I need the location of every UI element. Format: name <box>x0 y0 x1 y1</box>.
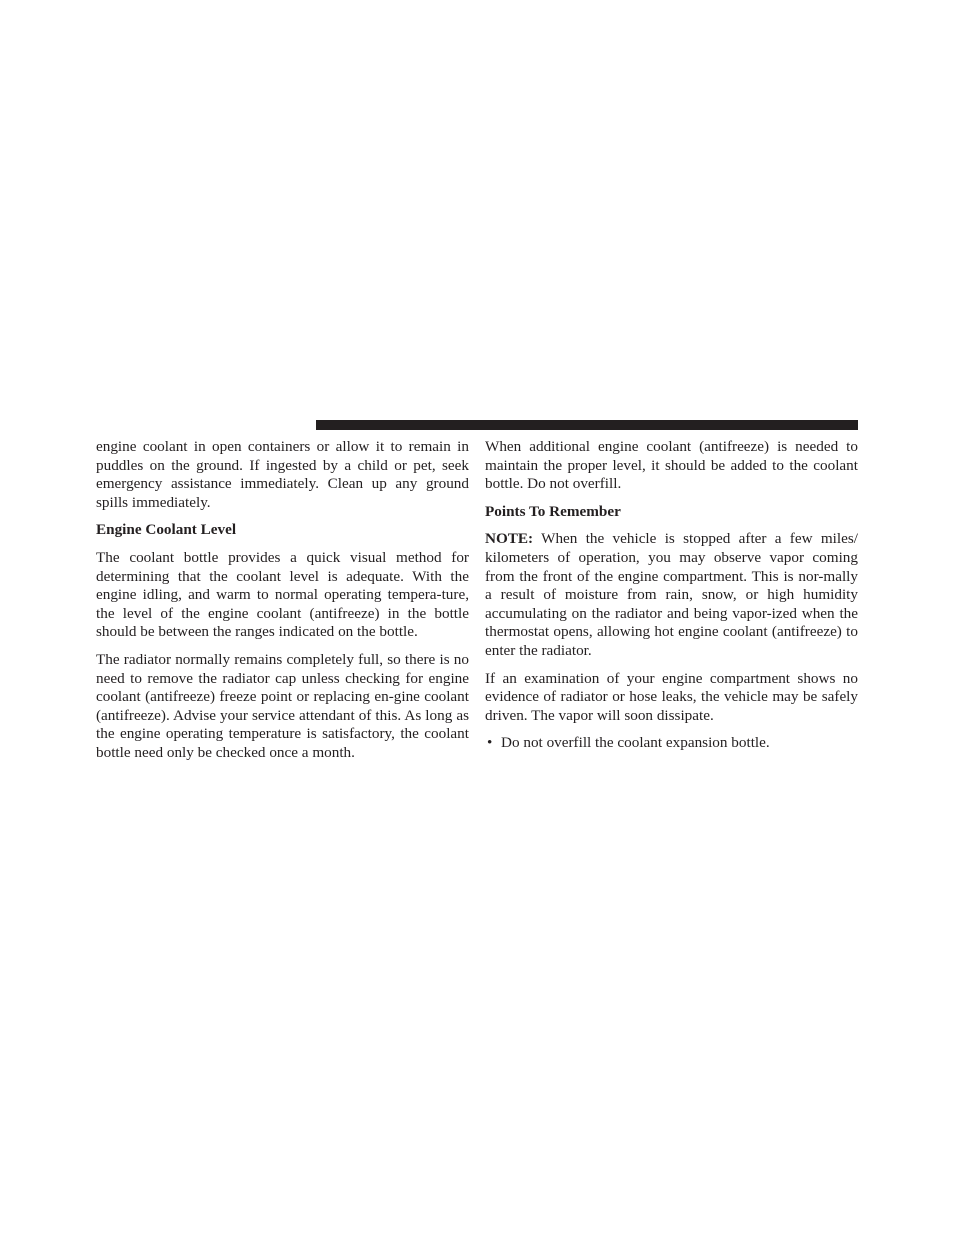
note-text: When the vehicle is stopped after a few miles/ kilometers of operation, you may observe vapor coming from the front of the engine compartment. This is nor-mally a result of moisture from rain, snow, or high humidity accumulating on the radiator and being vapor-ized when the thermostat opens, allowing hot engine coolant (antifreeze) to enter the radiator. <box>485 530 858 659</box>
engine-coolant-level-heading: Engine Coolant Level <box>96 521 237 539</box>
coolant-bottle-paragraph: The coolant bottle provides a quick visual method for determining that the coolant level is adequate. With the engine idling, and warm to normal operating tempera-ture, the level of the engine coolant (antifreeze) in the bottle should be between the ranges indicated on the bottle. <box>96 548 469 641</box>
right-column <box>485 438 858 753</box>
points-to-remember-heading: Points To Remember <box>485 502 621 520</box>
list-item <box>485 734 858 753</box>
left-column <box>96 438 469 772</box>
note-label: NOTE: <box>485 530 534 548</box>
examination-paragraph: If an examination of your engine compartment shows no evidence of radiator or hose leaks, the vehicle may be safely driven. The vapor will soon dissipate. <box>485 669 858 724</box>
bullet-list <box>485 734 858 753</box>
header-rule <box>316 420 858 430</box>
additional-coolant-paragraph: When additional engine coolant (antifreeze) is needed to maintain the proper level, it should be added to the coolant bottle. Do not overfill. <box>485 438 858 493</box>
radiator-paragraph: The radiator normally remains completely full, so there is no need to remove the radiator cap unless checking for engine coolant (antifreeze) freeze point or replacing en-gine coolant (antifreeze). Advise your service attendant of this. As long as the engine operating temperature is satisfactory, the coolant bottle need only be checked once a month. <box>96 650 469 761</box>
note-paragraph <box>485 530 858 660</box>
intro-paragraph: engine coolant in open containers or allow it to remain in puddles on the ground. If ingested by a child or pet, seek emergency assistance immediately. Clean up any ground spills immediately. <box>96 438 469 511</box>
bullet-icon: • <box>487 734 493 752</box>
bullet-text: Do not overfill the coolant expansion bottle. <box>501 734 770 752</box>
